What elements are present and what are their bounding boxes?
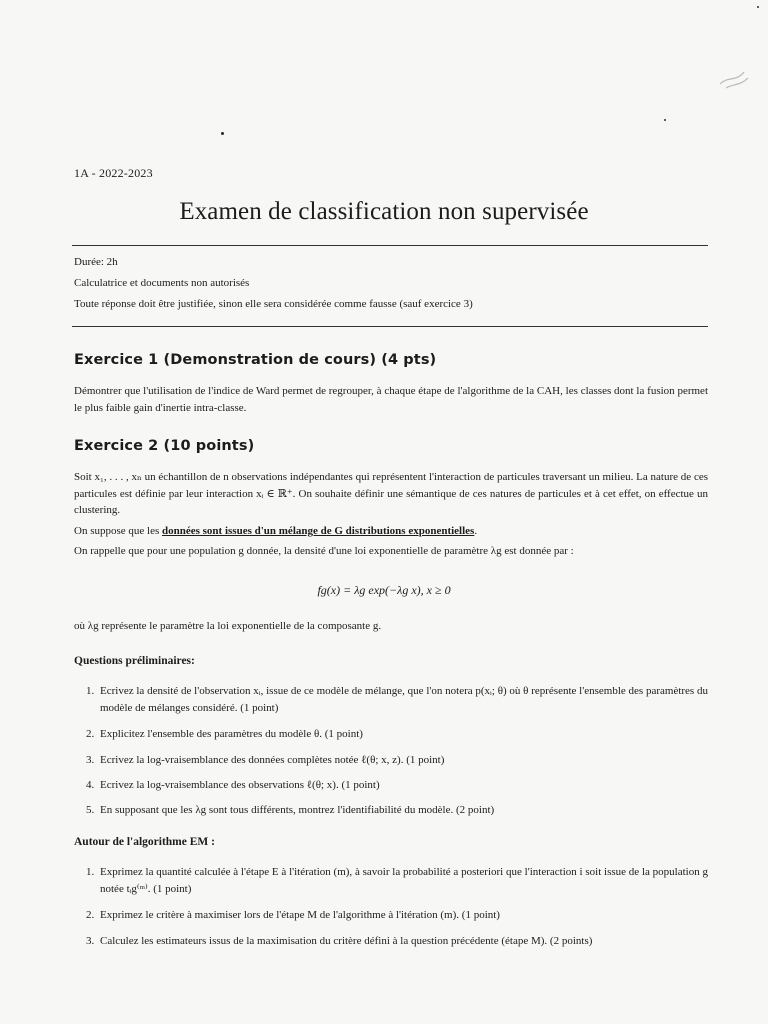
question-text: Ecrivez la log-vraisemblance des données complètes notée ℓ(θ; x, z). (1 point) bbox=[100, 754, 445, 766]
question-text: Ecrivez la log-vraisemblance des observations ℓ(θ; x). (1 point) bbox=[100, 779, 380, 791]
question-text: Exprimez le critère à maximiser lors de l'étape M de l'algorithme à l'itération (m). (1 point) bbox=[100, 909, 500, 921]
question-number: 3. bbox=[86, 754, 95, 766]
question-item bbox=[86, 683, 708, 717]
question-number: 1. bbox=[86, 685, 95, 697]
exercise2-heading: Exercice 2 (10 points) bbox=[74, 438, 255, 454]
exercise2-recall: On rappelle que pour une population g donnée, la densité d'une loi exponentielle de paramètre λg est donnée par : bbox=[74, 545, 574, 557]
exercise2-assumption bbox=[74, 525, 477, 537]
exercise1-text: Démontrer que l'utilisation de l'indice de Ward permet de regrouper, à chaque étape de l'algorithme de la CAH, les classes dont la fusion permet le plus faible gain d'inertie intra-classe. bbox=[74, 385, 708, 414]
scan-speck bbox=[664, 119, 666, 121]
scan-speck bbox=[221, 132, 224, 135]
scan-smudge-mark bbox=[714, 64, 754, 92]
density-formula: fg(x) = λg exp(−λg x), x ≥ 0 bbox=[317, 583, 451, 597]
question-text: En supposant que les λg sont tous différents, montrez l'identifiabilité du modèle. (2 point) bbox=[100, 804, 495, 816]
scan-speck bbox=[757, 6, 759, 8]
info-justification: Toute réponse doit être justifiée, sinon elle sera considérée comme fausse (sauf exercice 3) bbox=[74, 298, 473, 310]
assumption-underlined: données sont issues d'un mélange de G distributions exponentielles bbox=[162, 525, 475, 537]
question-item bbox=[86, 777, 708, 794]
preliminary-heading: Questions préliminaires: bbox=[74, 655, 195, 667]
exercise1-heading: Exercice 1 (Demonstration de cours) (4 pts) bbox=[74, 352, 437, 368]
question-item bbox=[86, 907, 708, 924]
exercise2-intro: Soit x₁, . . . , xₙ un échantillon de n observations indépendantes qui représentent l'interaction de particules traversant un milieu. La nature de ces particules est définie par leur interaction xᵢ ∈ ℝ⁺. On souhaite définir une sémantique de ces natures de particules et à cet effet, on effectue un clustering. bbox=[74, 471, 708, 516]
question-number: 4. bbox=[86, 779, 95, 791]
question-number: 2. bbox=[86, 728, 95, 740]
question-text: Ecrivez la densité de l'observation xᵢ, issue de ce modèle de mélange, que l'on notera p(xᵢ; θ) où θ représente l'ensemble des paramètres du modèle de mélanges considéré. (1 point) bbox=[100, 685, 708, 714]
assumption-prefix: On suppose que les bbox=[74, 525, 162, 537]
question-text: Calculez les estimateurs issus de la maximisation du critère défini à la question précédente (étape M). (2 points) bbox=[100, 935, 593, 947]
bottom-divider bbox=[72, 326, 708, 327]
question-item bbox=[86, 802, 708, 819]
question-item bbox=[86, 752, 708, 769]
page-title: Examen de classification non supervisée bbox=[179, 198, 589, 225]
question-text: Explicitez l'ensemble des paramètres du modèle θ. (1 point) bbox=[100, 728, 363, 740]
top-divider bbox=[72, 245, 708, 246]
assumption-suffix: . bbox=[474, 525, 478, 537]
question-number: 3. bbox=[86, 935, 95, 947]
question-number: 1. bbox=[86, 866, 95, 878]
em-heading: Autour de l'algorithme EM : bbox=[74, 836, 215, 848]
info-duration: Durée: 2h bbox=[74, 256, 118, 268]
question-item bbox=[86, 726, 708, 743]
header-year-tag: 1A - 2022-2023 bbox=[74, 166, 153, 180]
question-text: Exprimez la quantité calculée à l'étape E à l'itération (m), à savoir la probabilité a posteriori que l'interaction i soit issue de la population g notée tᵢg⁽ᵐ⁾. (1 point) bbox=[100, 866, 708, 895]
question-item bbox=[86, 933, 708, 950]
question-number: 2. bbox=[86, 909, 95, 921]
question-number: 5. bbox=[86, 804, 95, 816]
info-documents: Calculatrice et documents non autorisés bbox=[74, 277, 250, 289]
exercise2-where: où λg représente le paramètre la loi exponentielle de la composante g. bbox=[74, 620, 382, 632]
question-item bbox=[86, 864, 708, 898]
